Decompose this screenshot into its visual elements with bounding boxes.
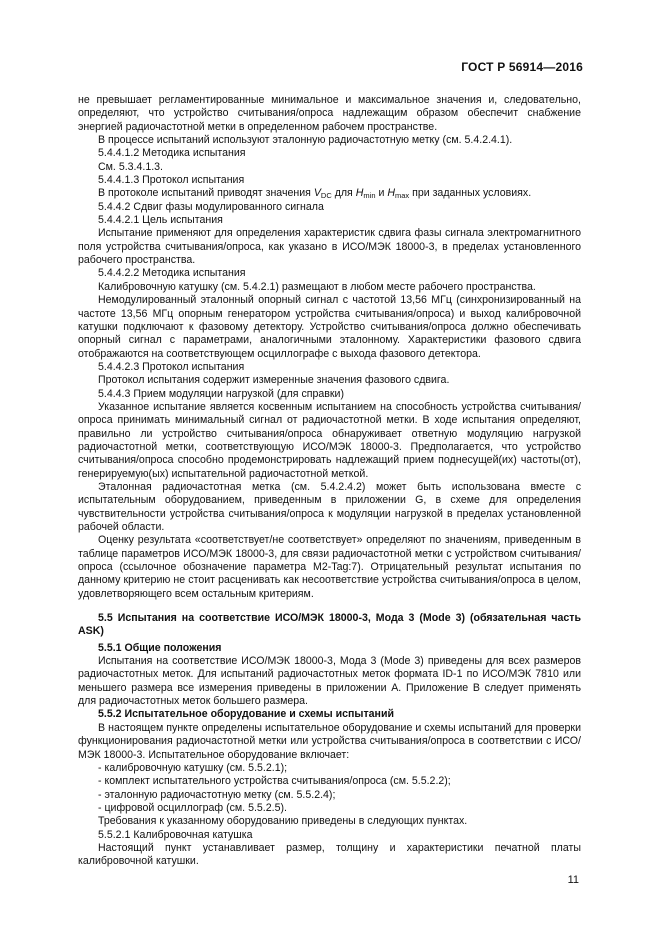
document-body <box>78 94 581 869</box>
subsection-heading: 5.4.4.2.3 Протокол испытания <box>98 360 245 373</box>
section-heading-5-5: 5.5 Испытания на соответствие ИСО/МЭК 18000-3, Мода 3 (Mode 3) (обязательная часть ASK) <box>78 612 581 638</box>
list-item: - комплект испытательного устройства считывания/опроса (см. 5.5.2.2); <box>98 775 451 788</box>
subsection-heading: 5.4.4.1.2 Методика испытания <box>98 147 246 160</box>
paragraph: Оценку результата «соответствует/не соответствует» определяют по значениям, приведенным в таблице параметров ИСО/МЭК 18000-3, для связи радиочастотной метки с устройством считывания/опроса (ссылочное обозначение параметра M2-Tag:7). Отрицательный результат испытания по данному критерию не стоит расценивать как несоответствие устройства считывания/опроса в целом, удовлетворяющего всем остальным критериям. <box>78 534 581 600</box>
paragraph: Требования к указанному оборудованию приведены в следующих пунктах. <box>98 815 468 828</box>
standard-header: ГОСТ Р 56914—2016 <box>461 60 583 74</box>
list-item: - цифровой осциллограф (см. 5.5.2.5). <box>98 801 287 814</box>
paragraph: Эталонная радиочастотная метка (см. 5.4.2.4.2) может быть использована вместе с испытательным оборудованием, приведенным в приложении G, в схеме для определения чувствительности устройства считывания/опроса к модуляции нагрузкой в пределах установленной рабочей области. <box>78 480 581 533</box>
paragraph: Испытания на соответствие ИСО/МЭК 18000-3, Мода 3 (Mode 3) приведены для всех размеров радиочастотных меток. Для испытаний радиочастотных меток формата ID-1 по ИСО/МЭК 7810 или меньшего размера все измерения приведены в приложении А. Приложение В следует применять для радиочастотных меток большего размера. <box>78 655 581 708</box>
paragraph: Указанное испытание является косвенным испытанием на способность устройства считывания/опроса принимать минимальный сигнал от радиочастотной метки. В ходе испытания определяют, правильно ли устройство считывания/опроса обнаруживает ответную модуляцию нагрузкой радиочастотной метки, соответствующую ИСО/МЭК 18000-3. Предполагается, что устройство считывания/опроса способно продемонстрировать надлежащий прием поднесущей(их) частоты(от), генерируемую(ых) испытательной радиочастотной меткой. <box>78 400 581 480</box>
paragraph: не превышает регламентированные минимальное и максимальное значения и, следовательно, определяют, что устройство считывания/опроса надлежащим образом обеспечит снабжение энергией радиочастотной метки в определенном рабочем пространстве. <box>78 94 581 133</box>
subsection-heading: 5.4.4.2.1 Цель испытания <box>98 214 223 227</box>
subsection-heading: 5.5.2.1 Калибровочная катушка <box>98 828 253 841</box>
list-item: - эталонную радиочастотную метку (см. 5.5.2.4); <box>98 788 336 801</box>
paragraph: Настоящий пункт устанавливает размер, толщину и характеристики печатной платы калибровочной катушки. <box>78 841 581 868</box>
subsection-heading: 5.4.4.2.2 Методика испытания <box>98 267 246 280</box>
paragraph: Протокол испытания содержит измеренные значения фазового сдвига. <box>98 374 450 387</box>
paragraph: В настоящем пункте определены испытательное оборудование и схемы испытаний для проверки функционирования радиочастотной метки или устройства считывания/опроса в соответствии с ИСО/МЭК 18000-3. Испытательное оборудование включает: <box>78 721 581 761</box>
subsection-heading: 5.4.4.1.3 Протокол испытания <box>98 174 245 187</box>
list-item: - калибровочную катушку (см. 5.5.2.1); <box>98 761 288 774</box>
paragraph: Калибровочную катушку (см. 5.4.2.1) размещают в любом месте рабочего пространства. <box>98 280 536 293</box>
page-number: 11 <box>567 874 579 886</box>
subsection-heading: 5.4.4.2 Сдвиг фазы модулированного сигнала <box>98 200 324 213</box>
paragraph-with-formula: В протоколе испытаний приводят значения $V_{DC}$ для $H_{min}$ и $H_{max}$ при заданных условиях. <box>98 187 532 201</box>
subsection-heading: 5.4.4.3 Прием модуляции нагрузкой (для справки) <box>98 387 344 400</box>
paragraph: В процессе испытаний используют эталонную радиочастотную метку (см. 5.4.2.4.1). <box>98 134 513 147</box>
paragraph: См. 5.3.4.1.3. <box>98 160 163 173</box>
paragraph: Немодулированный эталонный опорный сигнал с частотой 13,56 МГц (синхронизированный на частоте 13,56 МГц опорным генератором устройства считывания/опроса) и выход калибровочной катушки подключают к фазовому детектору. Устройство считывания/опроса должно обеспечивать опорный сигнал с параметрами, аналогичными эталонному. Характеристики фазового сдвига отображаются на соответствующем осциллографе с выхода фазового детектора. <box>78 294 581 360</box>
section-heading-5-5-2: 5.5.2 Испытательное оборудование и схемы испытаний <box>98 708 394 721</box>
paragraph: Испытание применяют для определения характеристик сдвига фазы сигнала электромагнитного поля устройства считывания/опроса, как указано в ИСО/МЭК 18000-3, в пределах установленного рабочего пространства. <box>78 227 581 267</box>
section-heading-5-5-1: 5.5.1 Общие положения <box>98 641 222 654</box>
